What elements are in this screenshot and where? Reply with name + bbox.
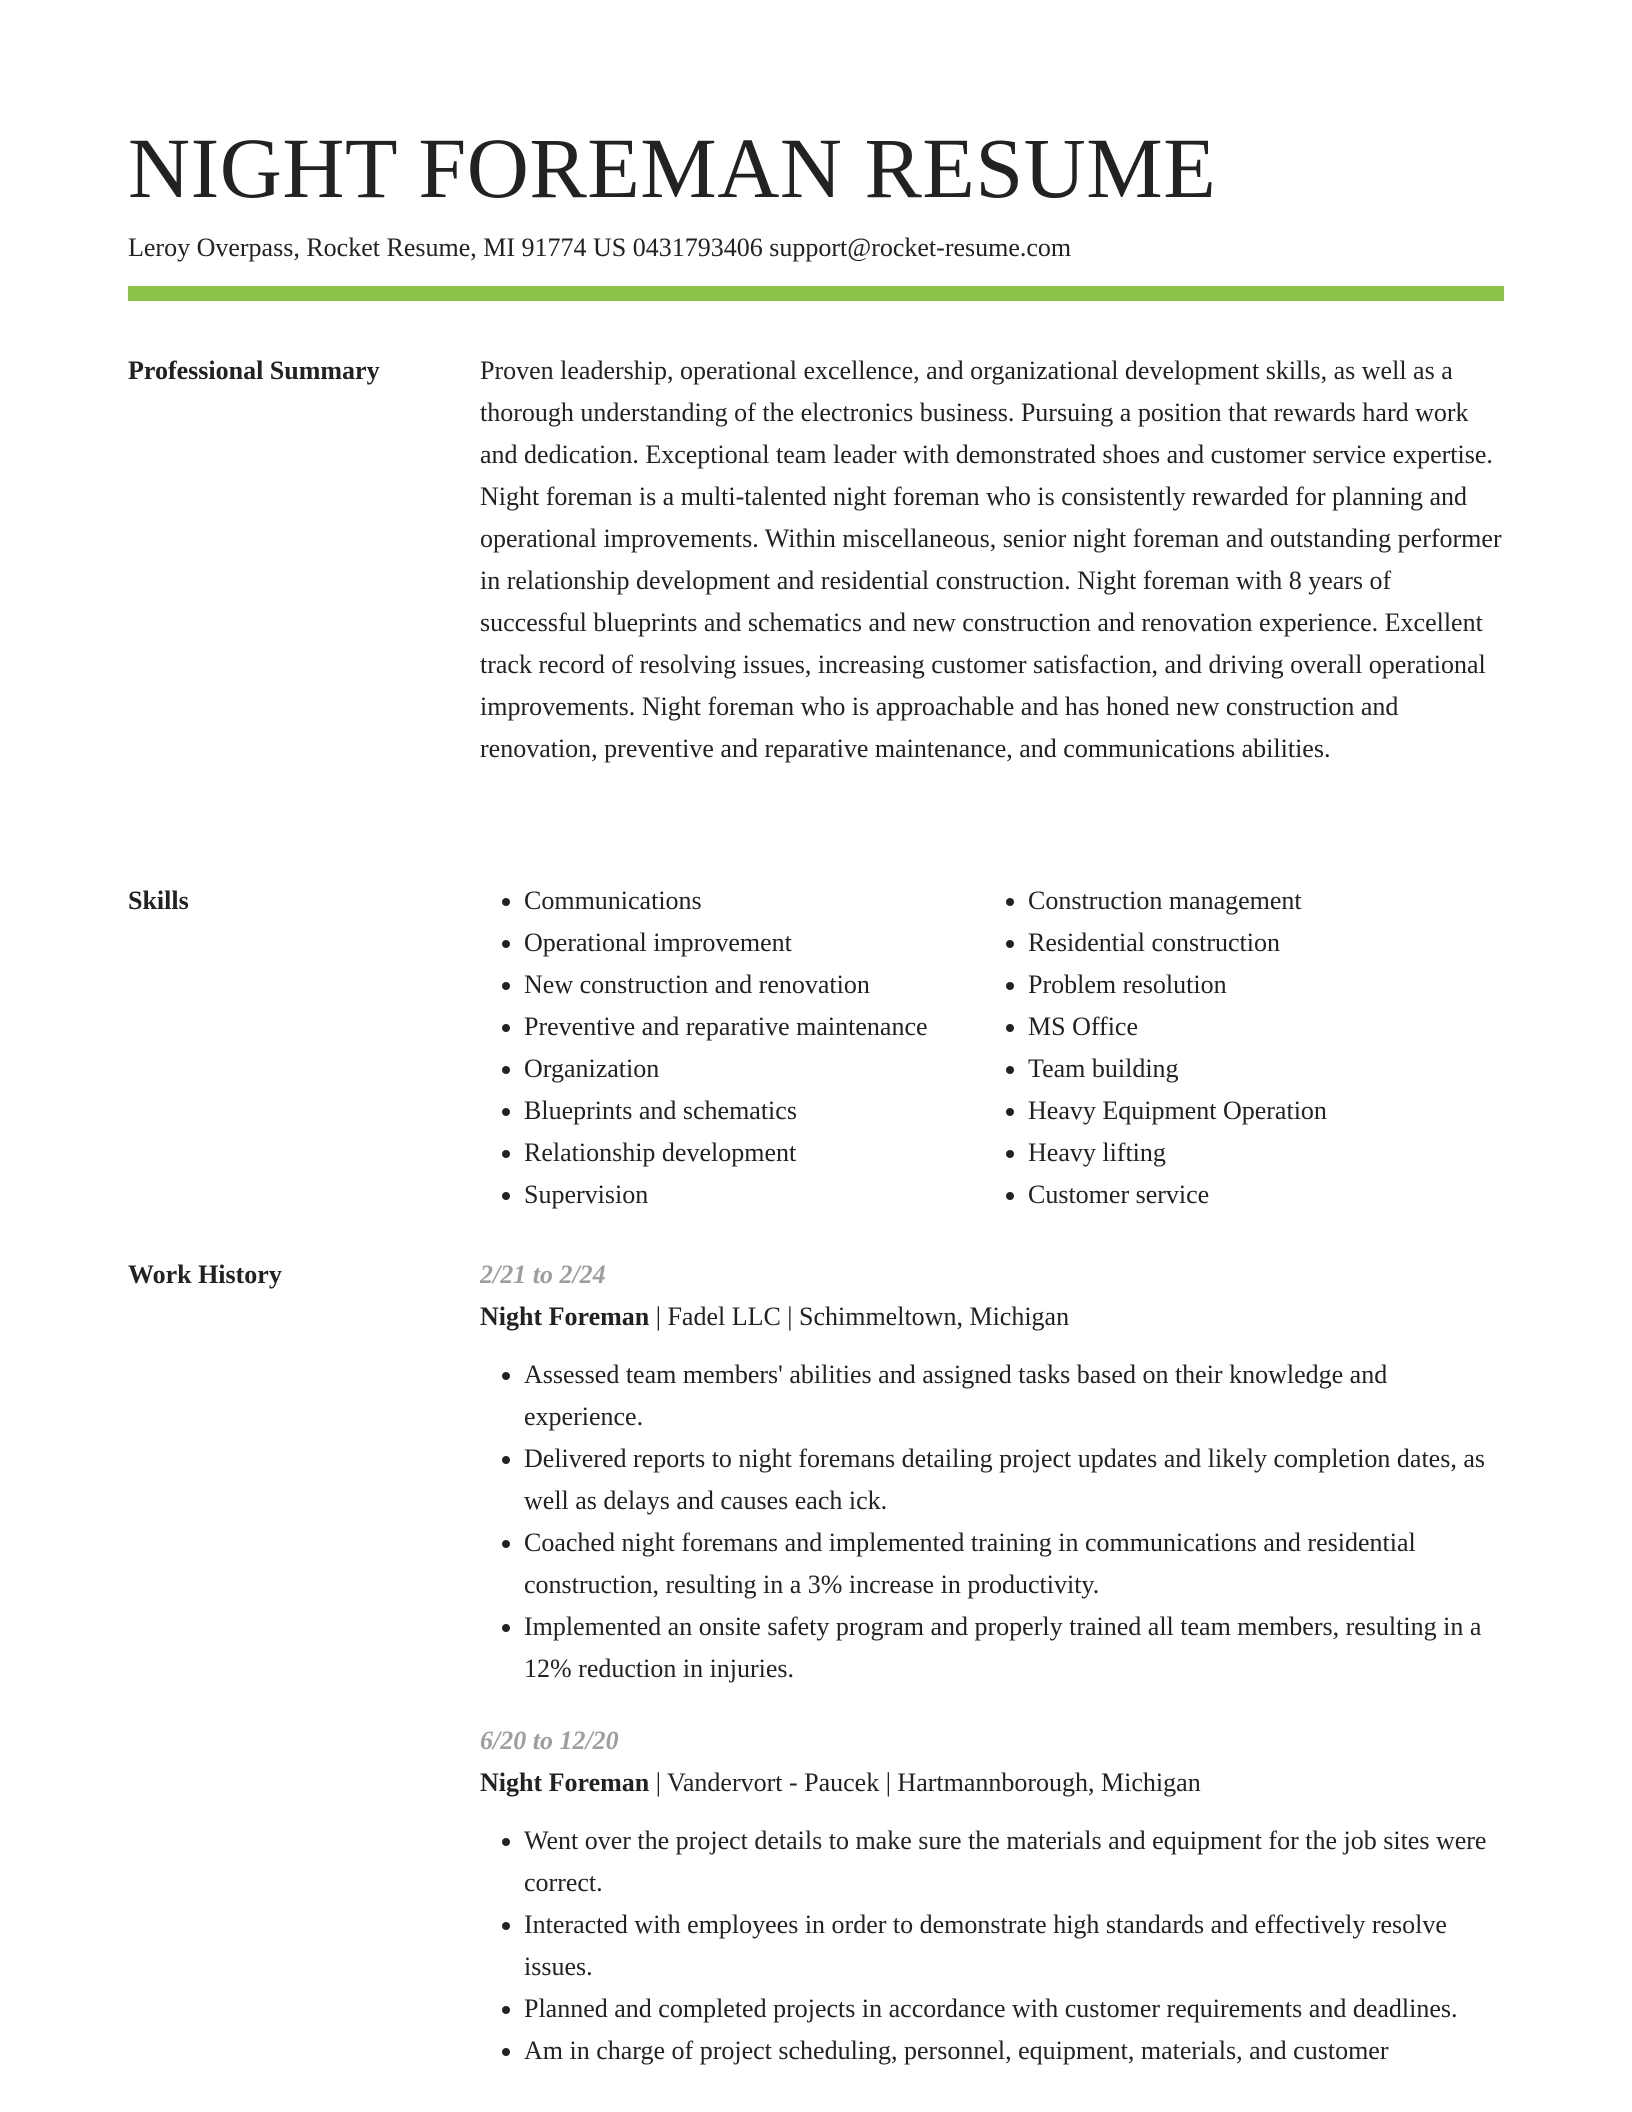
job-employer-location: | Vandervort - Paucek | Hartmannborough, Michigan <box>649 1768 1201 1797</box>
job-bullet: • Interacted with employees in order to demonstrate high standards and effectively resolve issues. <box>524 1904 1504 1988</box>
job-heading <box>480 1762 1504 1804</box>
job-dates: 2/21 to 2/24 <box>480 1260 606 1289</box>
skills-list-left <box>480 880 984 1216</box>
skill-item: • Customer service <box>1028 1174 1488 1216</box>
skill-item: • Heavy lifting <box>1028 1132 1488 1174</box>
job-entry <box>480 1254 1504 1690</box>
accent-divider <box>128 286 1504 301</box>
skill-item: • Relationship development <box>524 1132 984 1174</box>
resume-title: NIGHT FOREMAN RESUME <box>128 120 1217 216</box>
job-title: Night Foreman <box>480 1302 650 1331</box>
skills-body <box>480 880 1504 1216</box>
job-bullet: • Coached night foremans and implemented training in communications and residential construction, resulting in a 3% increase in productivity. <box>524 1522 1504 1606</box>
skill-item: • Operational improvement <box>524 922 984 964</box>
skill-item: • Problem resolution <box>1028 964 1488 1006</box>
skill-item: • Preventive and reparative maintenance <box>524 1006 984 1048</box>
work-history-heading: Work History <box>128 1260 282 1289</box>
job-bullet: • Delivered reports to night foremans detailing project updates and likely completion dates, as well as delays and causes each ick. <box>524 1438 1504 1522</box>
skill-item: • Residential construction <box>1028 922 1488 964</box>
job-employer-location: | Fadel LLC | Schimmeltown, Michigan <box>649 1302 1070 1331</box>
skill-item: • Blueprints and schematics <box>524 1090 984 1132</box>
work-history-body <box>480 1254 1504 2072</box>
job-heading <box>480 1296 1504 1338</box>
summary-text: Proven leadership, operational excellence, and organizational development skills, as well as a thorough understanding of the electronics business. Pursuing a position that rewards hard work and dedication. Exceptional team leader with demonstrated shoes and customer service expertise. Night foreman is a multi-talented night foreman who is consistently rewarded for planning and operational improvements. Within miscellaneous, senior night foreman and outstanding performer in relationship development and residential construction. Night foreman with 8 years of successful blueprints and schematics and new construction and renovation experience. Excellent track record of resolving issues, increasing customer satisfaction, and driving overall operational improvements. Night foreman who is approachable and has honed new construction and renovation, preventive and reparative maintenance, and communications abilities. <box>480 356 1502 763</box>
job-bullet: • Planned and completed projects in accordance with customer requirements and deadlines. <box>524 1988 1504 2030</box>
job-bullet-list <box>480 1820 1504 2072</box>
skill-item: • Organization <box>524 1048 984 1090</box>
job-title: Night Foreman <box>480 1768 650 1797</box>
job-dates: 6/20 to 12/20 <box>480 1726 619 1755</box>
summary-body <box>480 350 1504 770</box>
resume-header <box>128 118 1504 266</box>
contact-info: Leroy Overpass, Rocket Resume, MI 91774 US 0431793406 support@rocket-resume.com <box>128 233 1072 262</box>
summary-heading: Professional Summary <box>128 356 380 385</box>
job-bullet-list <box>480 1354 1504 1690</box>
skills-grid <box>480 880 1504 1216</box>
skill-item: • New construction and renovation <box>524 964 984 1006</box>
skill-item: • MS Office <box>1028 1006 1488 1048</box>
job-entry <box>480 1720 1504 2072</box>
job-bullet: • Went over the project details to make sure the materials and equipment for the job sites were correct. <box>524 1820 1504 1904</box>
job-bullet: • Am in charge of project scheduling, personnel, equipment, materials, and customer <box>524 2030 1504 2072</box>
skill-item: • Construction management <box>1028 880 1488 922</box>
skills-heading: Skills <box>128 886 189 915</box>
skill-item: • Heavy Equipment Operation <box>1028 1090 1488 1132</box>
job-bullet: • Implemented an onsite safety program and properly trained all team members, resulting in a 12% reduction in injuries. <box>524 1606 1504 1690</box>
job-bullet: • Assessed team members' abilities and assigned tasks based on their knowledge and experience. <box>524 1354 1504 1438</box>
skill-item: • Communications <box>524 880 984 922</box>
skill-item: • Supervision <box>524 1174 984 1216</box>
skills-list-right <box>984 880 1488 1216</box>
skill-item: • Team building <box>1028 1048 1488 1090</box>
